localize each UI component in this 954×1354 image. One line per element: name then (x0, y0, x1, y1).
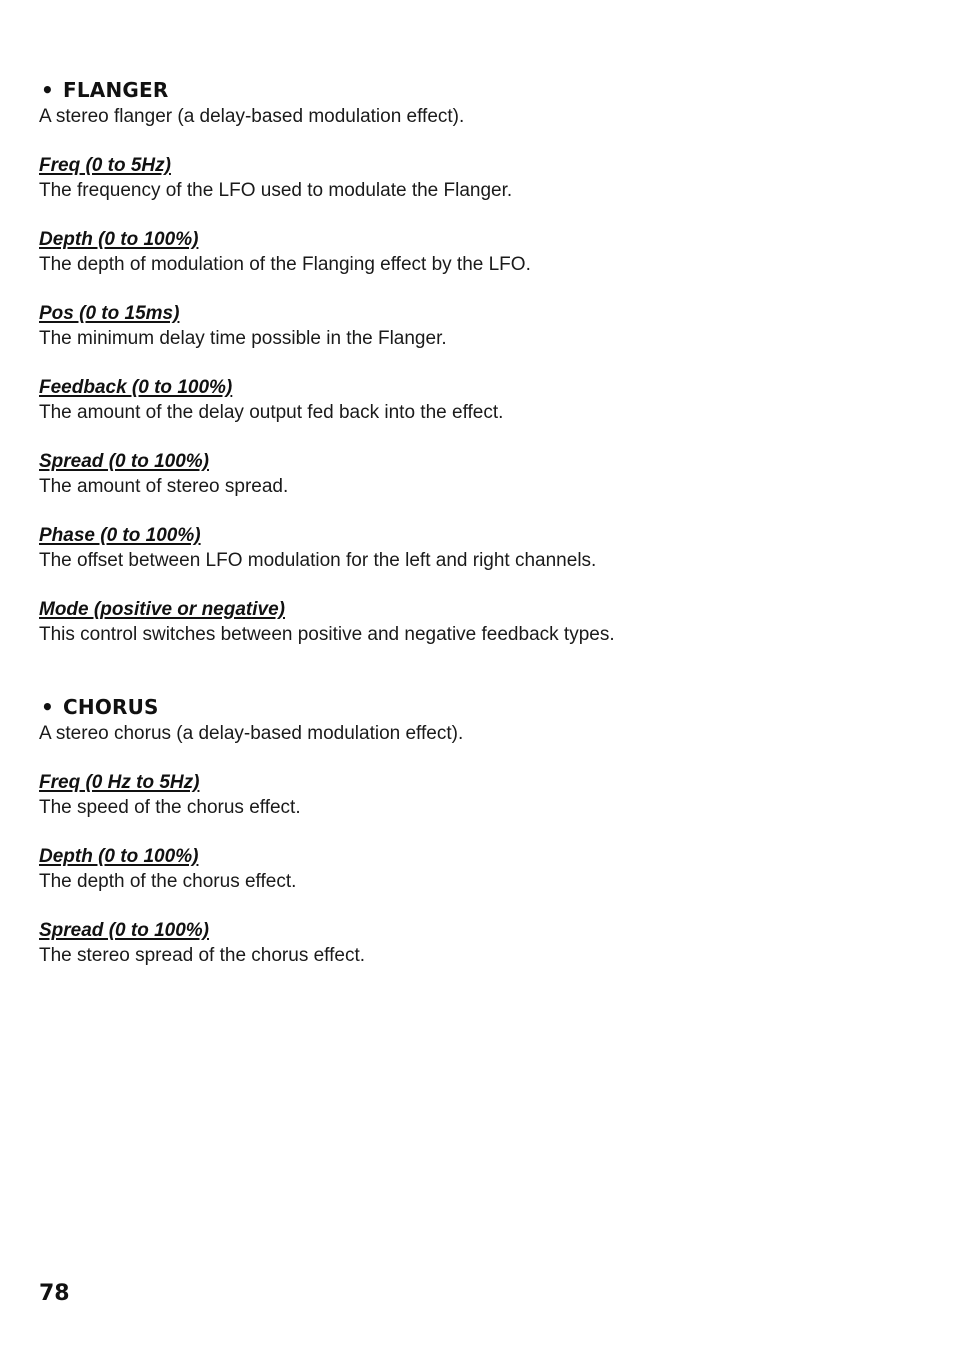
param-description: The minimum delay time possible in the Flanger. (39, 328, 447, 349)
param-depth (39, 845, 899, 894)
param-description: The stereo spread of the chorus effect. (39, 945, 366, 966)
bullet: • (41, 78, 54, 102)
param-description: The speed of the chorus effect. (39, 797, 301, 818)
section-title-chorus: CHORUS (63, 695, 159, 719)
param-depth (39, 228, 899, 277)
param-description: This control switches between positive and negative feedback types. (39, 624, 615, 645)
param-freq (39, 771, 899, 820)
section-heading (41, 78, 899, 102)
page-number: 78 (39, 1281, 70, 1306)
param-description: The amount of stereo spread. (39, 476, 289, 497)
flanger-section (39, 78, 899, 647)
section-intro: A stereo chorus (a delay-based modulation effect). (39, 723, 464, 744)
param-mode (39, 598, 899, 647)
bullet: • (41, 695, 54, 719)
param-description: The amount of the delay output fed back into the effect. (39, 402, 504, 423)
section-intro: A stereo flanger (a delay-based modulation effect). (39, 106, 465, 127)
param-freq (39, 154, 899, 203)
param-title: Spread (0 to 100%) (39, 451, 209, 472)
param-feedback (39, 376, 899, 425)
param-title: Pos (0 to 15ms) (39, 303, 180, 324)
param-spread (39, 450, 899, 499)
section-heading (41, 695, 899, 719)
param-description: The offset between LFO modulation for the left and right channels. (39, 550, 597, 571)
param-title: Phase (0 to 100%) (39, 525, 201, 546)
param-spread (39, 919, 899, 968)
param-title: Spread (0 to 100%) (39, 920, 209, 941)
param-title: Freq (0 Hz to 5Hz) (39, 772, 200, 793)
param-title: Freq (0 to 5Hz) (39, 155, 171, 176)
param-title: Depth (0 to 100%) (39, 846, 199, 867)
param-title: Mode (positive or negative) (39, 599, 285, 620)
param-description: The frequency of the LFO used to modulate the Flanger. (39, 180, 513, 201)
param-title: Feedback (0 to 100%) (39, 377, 233, 398)
section-title-flanger: FLANGER (63, 78, 169, 102)
param-phase (39, 524, 899, 573)
param-description: The depth of the chorus effect. (39, 871, 297, 892)
param-pos (39, 302, 899, 351)
param-description: The depth of modulation of the Flanging effect by the LFO. (39, 254, 531, 275)
chorus-section (39, 695, 899, 968)
param-title: Depth (0 to 100%) (39, 229, 199, 250)
